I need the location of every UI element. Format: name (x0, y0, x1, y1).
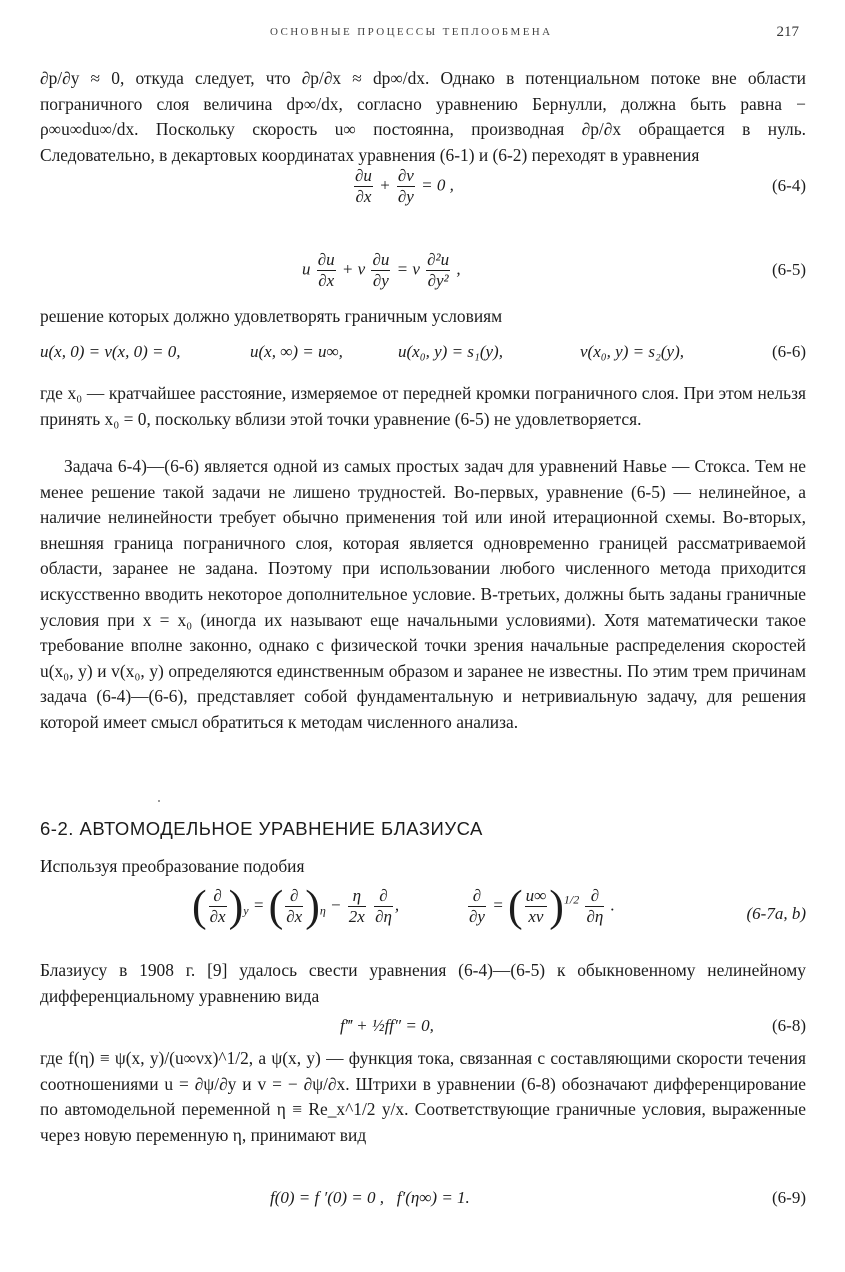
fraction (426, 250, 450, 291)
operator: − (330, 895, 342, 915)
boundary-condition-1: u(x, 0) = v(x, 0) = 0, (40, 342, 181, 361)
equation-number: (6-8) (772, 1016, 806, 1035)
numerator: ∂ (209, 886, 227, 907)
denominator: ∂y (372, 271, 389, 290)
equation-6-5-body (302, 250, 461, 291)
page-number: 217 (776, 24, 799, 40)
equation-6-4-body (352, 166, 454, 207)
numerator: ∂v (397, 166, 414, 185)
fraction (354, 166, 373, 207)
running-title: ОСНОВНЫЕ ПРОЦЕССЫ ТЕПЛООБМЕНА (270, 26, 553, 38)
equation-rhs: = 0 , (421, 175, 454, 195)
fraction (585, 886, 604, 927)
fraction (348, 886, 366, 927)
denominator: ∂η (375, 907, 392, 926)
paragraph-3: где x₀ — кратчайшее расстояние, измеряемое от передней кромки пограничного слоя. При этом нельзя принять x₀ = 0, поскольку вблизи этой точки уравнение (6-5) не удовлетворяется. (40, 383, 806, 429)
denominator: ∂x (286, 907, 303, 926)
numerator: ∂u (317, 250, 335, 269)
section-heading: 6-2. АВТОМОДЕЛЬНОЕ УРАВНЕНИЕ БЛАЗИУСА (40, 818, 483, 839)
operator: + v (341, 259, 366, 279)
fraction (317, 250, 336, 291)
operator: + (379, 175, 391, 195)
denominator: ∂x (355, 187, 372, 206)
fraction (397, 166, 415, 207)
operator: = (252, 895, 265, 915)
equation-6-4 (40, 166, 806, 216)
blasius-equation: f‴ + ½ff″ = 0, (340, 1016, 434, 1035)
denominator: 2x (348, 907, 365, 926)
punctuation: , (456, 259, 461, 279)
similarity-transform-b (466, 881, 615, 931)
superscript: 1/2 (563, 892, 580, 907)
denominator: ∂x (318, 271, 335, 290)
operator: = ν (396, 259, 420, 279)
denominator: ∂x (209, 907, 226, 926)
fraction (285, 886, 303, 927)
numerator: η (348, 886, 366, 907)
denominator: ∂y (469, 907, 485, 926)
symbol: u (302, 259, 311, 279)
operator: = (492, 895, 504, 915)
running-header (0, 26, 845, 46)
paren-left: ( (192, 881, 207, 931)
paren-right: ) (228, 881, 244, 931)
paren-left: ( (507, 881, 523, 931)
equation-number: (6-7a, b) (746, 904, 806, 923)
paragraph-4: Задача 6-4)—(6-6) является одной из самых простых задач для уравнений Навье — Стокса. Тем не менее решение такой задачи не лишено трудностей. Во-первых, уравнение (6-5) — нелинейное, а наличие нелинейности требует обычно применения той или иной итерационной схемы. Во-вторых, внешняя граница пограничного слоя, которая является одновременно границей рассматриваемой области, заранее не задана. Поэтому при использовании любого численного метода приходится искусственно вводить некоторое дополнительное условие. В-третьих, должны быть заданы граничные условия при x = x₀ (иногда их называют еще начальными условиями). Хотя математически такое требование вполне законно, однако с физической точки зрения начальные распределения скоростей u(x₀, y) и v(x₀, y) определяются единственным образом и заранее не известны. По этим трем причинам задача (6-4)—(6-6), представляет собой фундаментальную и нетривиальную задачу, для решения которой имеет смысл обратиться к методам численного анализа. (40, 456, 806, 732)
equation-number: (6-5) (772, 260, 806, 279)
paragraph-2: решение которых должно удовлетворять граничным условиям (40, 306, 503, 326)
numerator: ∂ (285, 886, 303, 907)
similarity-transform-a (192, 881, 400, 931)
blasius-boundary-conditions: f(0) = f ′(0) = 0 , f′(η∞) = 1. (270, 1188, 470, 1207)
denominator: ∂y (397, 187, 414, 206)
subscript: y (243, 903, 249, 918)
paren-left: ( (268, 881, 284, 931)
equation-number: (6-4) (772, 176, 806, 195)
paragraph-1: ∂p/∂y ≈ 0, откуда следует, что ∂p/∂x ≈ dp∞/dx. Однако в потенциальном потоке вне области пограничного слоя величина dp∞/dx, согласно уравнению Бернулли, должна быть равна − ρ∞u∞du∞/dx. Поскольку скорость u∞ постоянна, производная ∂p/∂x обращается в нуль. Следовательно, в декартовых координатах уравнения (6-1) и (6-2) переходят в уравнения (40, 68, 806, 165)
print-speck (158, 800, 160, 802)
equation-6-5 (40, 250, 806, 300)
equation-6-8 (40, 1016, 806, 1044)
numerator: ∂ (468, 886, 486, 907)
numerator: ∂ (374, 886, 393, 907)
numerator: ∂u (372, 250, 390, 269)
denominator: xν (528, 907, 544, 926)
paren-right: ) (305, 881, 320, 931)
numerator: u∞ (525, 886, 547, 905)
numerator: ∂ (585, 886, 604, 907)
numerator: ∂²u (427, 250, 450, 269)
subscript: η (319, 903, 326, 918)
equation-6-6 (40, 342, 806, 370)
fraction (209, 886, 227, 927)
fraction (468, 886, 486, 927)
fraction (374, 886, 393, 927)
boundary-condition-2: u(x, ∞) = u∞, (250, 342, 343, 361)
numerator: ∂u (355, 166, 372, 185)
paragraph-6: Блазиусу в 1908 г. [9] удалось свести уравнения (6-4)—(6-5) к обыкновенному нелинейному дифференциальному уравнению вида (40, 960, 806, 1006)
paragraph-7: где f(η) ≡ ψ(x, y)/(u∞νx)^1/2, а ψ(x, y) — функция тока, связанная с составляющими скорости течения соотношениями u = ∂ψ/∂y и v = − ∂ψ/∂x. Штрихи в уравнении (6-8) обозначают дифференцирование по автомодельной переменной η ≡ Re_x^1/2 y/x. Соответствующие граничные условия, выраженные через новую переменную η, принимают вид (40, 1048, 806, 1145)
paren-right: ) (549, 881, 564, 931)
equation-6-9 (40, 1188, 806, 1216)
equation-number: (6-6) (772, 342, 806, 361)
boundary-condition-3: u(x₀, y) = s₁(y), (398, 342, 503, 361)
denominator: ∂η (586, 907, 604, 926)
equation-number: (6-9) (772, 1188, 806, 1207)
boundary-condition-4: v(x₀, y) = s₂(y), (580, 342, 684, 361)
fraction (525, 886, 548, 927)
paragraph-5: Используя преобразование подобия (40, 856, 305, 876)
equation-6-7 (40, 881, 806, 950)
punctuation: . (610, 895, 615, 915)
fraction (371, 250, 390, 291)
punctuation: , (394, 895, 400, 915)
denominator: ∂y² (427, 271, 449, 290)
